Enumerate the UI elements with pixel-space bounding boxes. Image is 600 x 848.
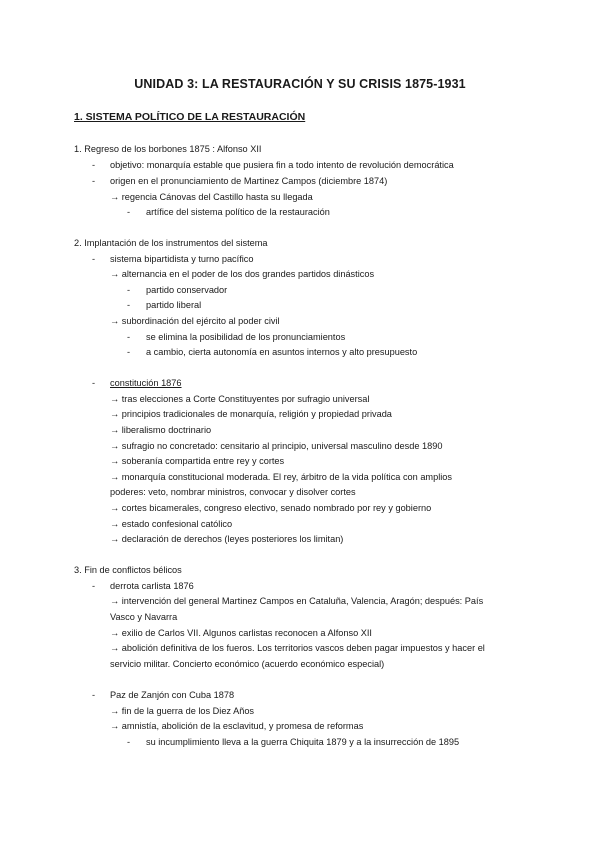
list-item: partido liberal [146,300,202,310]
list-item: → monarquía constitucional moderada. El rey, árbitro de la vida política con amplios [110,472,452,482]
list-item: → fin de la guerra de los Diez Años [110,706,255,716]
list-item: se elimina la posibilidad de los pronunciamientos [146,332,346,342]
list-item: Paz de Zanjón con Cuba 1878 [110,690,235,700]
list-item: → cortes bicamerales, congreso electivo, senado nombrado por rey y gobierno [110,503,432,513]
bullet-dash: - [92,160,96,170]
bullet-dash: - [127,347,131,357]
list-item: → tras elecciones a Corte Constituyentes por sufragio universal [110,394,370,404]
bullet-dash: - [127,737,131,747]
bullet-dash: - [127,207,131,217]
list-item: objetivo: monarquía estable que pusiera fin a todo intento de revolución democrática [110,160,454,170]
list-item: Vasco y Navarra [110,612,178,622]
subheading-constitucion: constitución 1876 [110,378,182,388]
list-item: 3. Fin de conflictos bélicos [74,565,182,575]
section-heading: 1. SISTEMA POLÍTICO DE LA RESTAURACIÓN [74,111,306,123]
list-item: → exilio de Carlos VII. Algunos carlistas reconocen a Alfonso XII [110,628,372,638]
list-item: → regencia Cánovas del Castillo hasta su llegada [110,192,313,202]
list-item: → alternancia en el poder de los dos grandes partidos dinásticos [110,269,375,279]
bullet-dash: - [127,300,131,310]
bullet-dash: - [92,176,96,186]
bullet-dash: - [92,690,96,700]
page-title: UNIDAD 3: LA RESTAURACIÓN Y SU CRISIS 1875-1931 [134,77,466,91]
list-item: → amnistía, abolición de la esclavitud, y promesa de reformas [110,721,364,731]
list-item: origen en el pronunciamiento de Martinez Campos (diciembre 1874) [110,176,388,186]
list-item: → subordinación del ejército al poder civil [110,316,280,326]
list-item: a cambio, cierta autonomía en asuntos internos y alto presupuesto [146,347,418,357]
list-item: → estado confesional católico [110,519,233,529]
list-item: artífice del sistema político de la restauración [146,207,330,217]
list-item: → liberalismo doctrinario [110,425,212,435]
bullet-dash: - [127,285,131,295]
list-item: 1. Regreso de los borbones 1875 : Alfonso XII [74,144,262,154]
list-item: → principios tradicionales de monarquía, religión y propiedad privada [110,409,392,419]
list-item: sistema bipartidista y turno pacífico [110,254,254,264]
bullet-dash: - [92,581,96,591]
bullet-dash: - [127,332,131,342]
bullet-dash: - [92,378,96,388]
list-item: derrota carlista 1876 [110,581,194,591]
list-item: servicio militar. Concierto económico (acuerdo económico especial) [110,659,385,669]
list-item: → soberanía compartida entre rey y cortes [110,456,285,466]
list-item: partido conservador [146,285,228,295]
list-item: su incumplimiento lleva a la guerra Chiquita 1879 y a la insurrección de 1895 [146,737,460,747]
list-item: 2. Implantación de los instrumentos del sistema [74,238,268,248]
list-item: → abolición definitiva de los fueros. Los territorios vascos deben pagar impuestos y hacer el [110,643,485,653]
list-item: → intervención del general Martinez Campos en Cataluña, Valencia, Aragón; después: País [110,596,484,606]
bullet-dash: - [92,254,96,264]
list-item: → declaración de derechos (leyes posteriores los limitan) [110,534,344,544]
list-item: poderes: veto, nombrar ministros, convocar y disolver cortes [110,487,356,497]
list-item: → sufragio no concretado: censitario al principio, universal masculino desde 1890 [110,441,443,451]
